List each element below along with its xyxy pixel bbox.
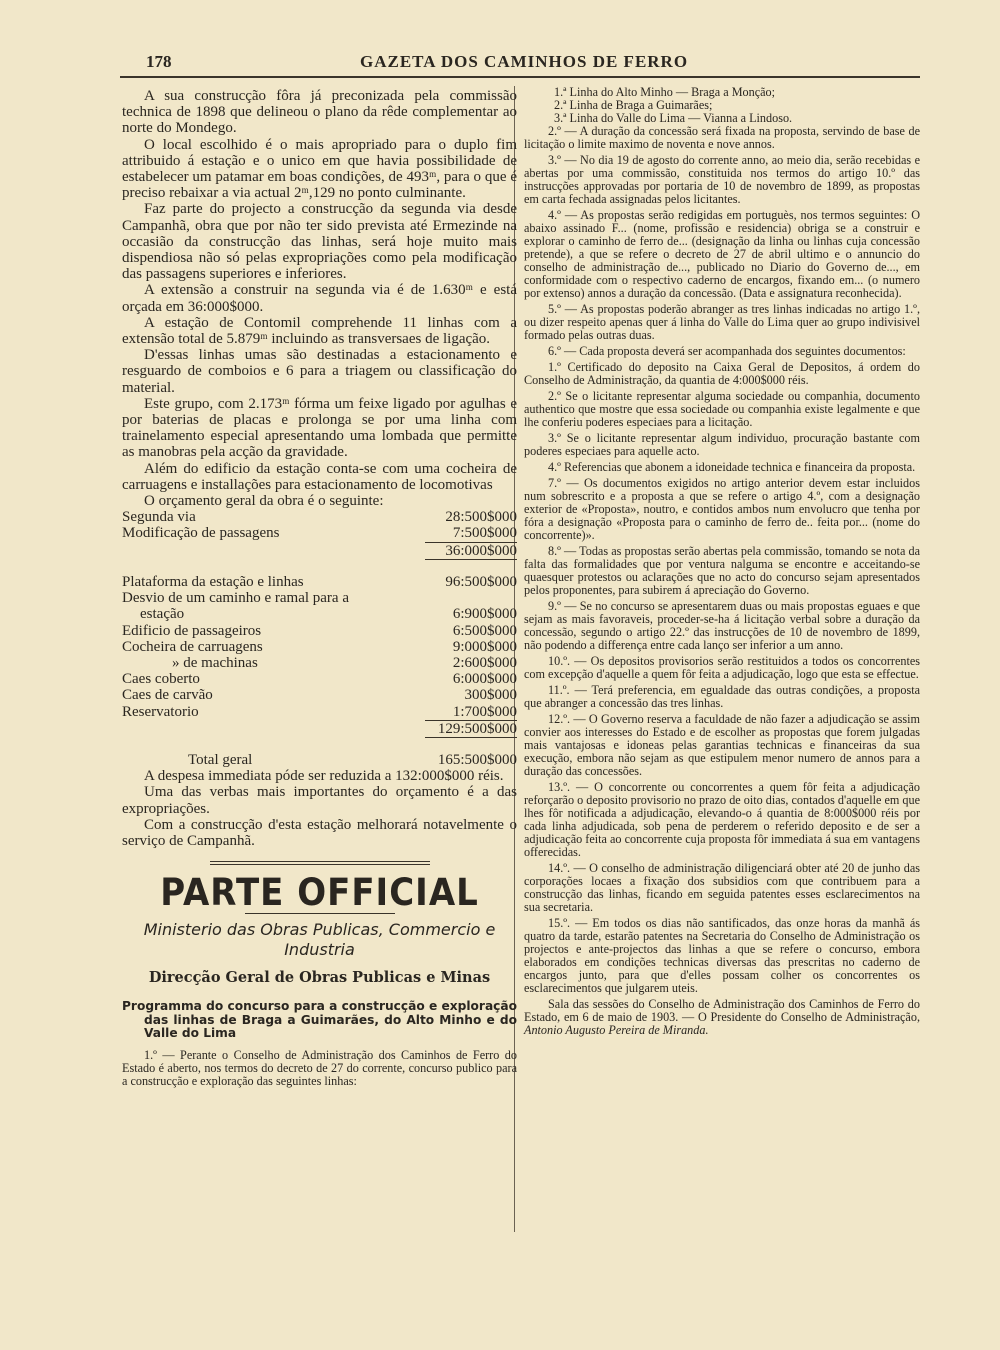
section-heading: PARTE OFFICIAL — [160, 871, 479, 916]
budget-row: Modificação de passagens 7:500$000 — [122, 525, 517, 542]
article: 2.º — A duração da concessão será fixada na proposta, servindo de base de licitação o limite maximo de noventa e nove annos. — [524, 124, 920, 151]
list-item: 3.ª Linha do Valle do Lima — Vianna a Lindoso. — [554, 111, 793, 125]
page-number: 178 — [146, 52, 172, 71]
paragraph: Além do edificio da estação conta-se com uma cocheira de carruagens e installações para estacionamento de locomotivas — [122, 460, 517, 493]
signature-block: Sala das sessões do Conselho de Administração dos Caminhos de Ferro do Estado, em 6 de maio de 1903. — O Presidente do Conselho de Administração, Antonio Augusto Pereira de Miranda. — [524, 997, 920, 1037]
page-header — [120, 50, 920, 78]
list-item: 1.ª Linha do Alto Minho — Braga a Monção; — [554, 85, 776, 99]
article: 12.º. — O Governo reserva a faculdade de não fazer a adjudicação se assim convier aos interesses do Estado e de escolher as propostas que forem julgadas mais vantajosas e idoneas pelas garantias technicas e financeiras da sua execução, embora não sejam as que estipulem menor numero de annos para a duração das concessões. — [524, 712, 920, 778]
budget-row: Reservatorio 1:700$000 — [122, 703, 517, 720]
article: 13.º. — O concorrente ou concorrentes a quem fôr feita a adjudicação reforçarão o deposito provisorio no prazo de oito dias, contados d'aquelle em que lhes fôr notificada a adjudicação, elevando-o á quantia de 8:000$000 réis por cada linha adjudicada, sob pena de perderem o referido deposito e de ser a adjudicação feita ao concorrente cuja proposta fôr immediata á sua em vantagens offerecidas. — [524, 780, 920, 859]
budget-row: Plataforma da estação e linhas 96:500$000 — [122, 573, 517, 590]
article: 14.º. — O conselho de administração diligenciará obter até 20 de junho das corporações locaes a fixação dos subsidios com que contribuem para a construcção das linhas, ficando em seguida patentes esses esclarecimentos na sua secretaria. — [524, 861, 920, 914]
budget-row: estação 6:900$000 — [140, 606, 517, 623]
signature-name: Antonio Augusto Pereira de Miranda. — [524, 1023, 709, 1037]
article: 1.º Certificado do deposito na Caixa Geral de Depositos, á ordem do Conselho de Administração, da quantia de 4:000$000 réis. — [524, 360, 920, 387]
left-column — [122, 88, 517, 1088]
budget-row: Caes coberto 6:000$000 — [122, 671, 517, 688]
article: 7.º — Os documentos exigidos no artigo anterior devem estar incluidos num sobrescrito e a proposta a que se refere o artigo 4.º, com a designação exterior de «Proposta», noutro, e contidos ambos num envolucro que tenha por fóra a designação «Proposta para o caminho de ferro de.. feita por... (nome do concorrente)». — [524, 476, 920, 542]
paragraph: A sua construcção fôra já preconizada pela commissão technica de 1898 que delineou o plano da rêde complementar ao norte do Mondego. — [122, 88, 517, 137]
programme-title: Programma do concurso para a construcção e exploração das linhas de Braga a Guimarães, do Alto Minho e do Valle do Lima — [122, 999, 517, 1041]
budget-row: Segunda via 28:500$000 — [122, 509, 517, 526]
paragraph: Uma das verbas mais importantes do orçamento é a das expropriações. — [122, 784, 517, 817]
article: 8.º — Todas as propostas serão abertas pela commissão, tomando se nota da falta das formalidades que por ventura nalguma se encontre e acceitando-se quaesquer protestos ou aclarações que no acto do concurso sejam apresentados pelos proponentes, para subirem á apreciação do Governo. — [524, 544, 920, 597]
paragraph: Faz parte do projecto a construcção da segunda via desde Campanhã, obra que por não ter sido prevista até Ermezinde na occasião da construcção das linhas, será hoje muito mais dispendiosa não só pelas expropriações como pela modificação das passagens superiores e inferiores. — [122, 201, 517, 283]
journal-title: GAZETA DOS CAMINHOS DE FERRO — [360, 52, 689, 71]
article: 5.º — As propostas poderão abranger as tres linhas indicadas no artigo 1.º, ou dizer respeito apenas quer á linha do Valle do Lima quer ao grupo indivisivel formado pelas outras duas. — [524, 302, 920, 342]
article: 2.º Se o licitante representar alguma sociedade ou companhia, documento authentico que mostre que essa sociedade ou companhia existe legalmente e que lhe conferiu poderes especiaes para a licitação. — [524, 389, 920, 429]
article-1: 1.º — Perante o Conselho de Administração dos Caminhos de Ferro do Estado é aberto, nos termos do decreto de 27 do corrente, concurso publico para a construcção e exploração das seguintes linhas: — [122, 1047, 517, 1088]
budget-row: Desvio de um caminho e ramal para a — [122, 590, 349, 607]
budget-row: Edificio de passageiros 6:500$000 — [122, 622, 517, 639]
budget-subtotal: 36:000$000 — [122, 542, 517, 560]
directorate-heading: Direcção Geral de Obras Publicas e Minas — [148, 969, 491, 987]
paragraph: D'essas linhas umas são destinadas a estacionamento e resguardo de comboios e 6 para a triagem ou classificação do material. — [122, 347, 517, 396]
article: 4.º Referencias que abonem a idoneidade technica e financeira da proposta. — [548, 460, 916, 474]
article: 4.º — As propostas serão redigidas em portuguès, nos termos seguintes: O abaixo assinado F... (nome, profissão e residencia) obriga se a construir e explorar o caminho de ferro de... (designação da linha ou linhas cuja concessão pretende), a que se refere o decreto de 27 de abril ultimo e o annuncio do conselho de administração de..., publicado no Diario do Governo de..., em conformidade com o respectivo caderno de encargos, fixando em... (o numero por extenso) annos a duração da concessão. (Data e assignatura reconhecida). — [524, 208, 920, 300]
right-column — [524, 86, 920, 1040]
article: 10.º. — Os depositos provisorios serão restituidos a todos os concorrentes com excepção d'aquelle a quem fôr feita a adjudicação, logo que esta se effectue. — [524, 654, 920, 681]
paragraph: Este grupo, com 2.173ᵐ fórma um feixe ligado por agulhas e por baterias de placas e prolonga se por uma linha com trainelamento especial apresentando uma lombada que permitte as manobras pela acção da gravidade. — [122, 395, 517, 461]
paragraph: O local escolhido é o mais apropriado para o duplo fim attribuido á estação e o unico em que havia possibilidade de estabelecer um patamar em boas condições, de 493ᵐ, para o que é preciso rebaixar a via actual 2ᵐ,129 no ponto culminante. — [122, 136, 517, 202]
article: 3.º Se o licitante representar algum individuo, procuração bastante com poderes especiaes para aquelle acto. — [524, 431, 920, 458]
paragraph: A estação de Contomil comprehende 11 linhas com a extensão total de 5.879ᵐ incluindo as transversaes de ligação. — [122, 314, 517, 348]
budget-row: Cocheira de carruagens 9:000$000 — [122, 638, 517, 655]
article: 9.º — Se no concurso se apresentarem duas ou mais propostas eguaes e que sejam as mais favoraveis, proceder-se-ha á licitação verbal sobre a duração da concessão, segundo o artigo 22.º das instrucções de 10 de novembro de 1899, não podendo a differença entre cada lanço ser inferior a um anno. — [524, 599, 920, 652]
budget-subtotal: 129:500$000 — [122, 720, 517, 738]
paragraph: A despesa immediata póde ser reduzida a 132:000$000 réis. — [144, 768, 504, 785]
section-rule — [210, 861, 430, 865]
ministry-heading: Ministerio das Obras Publicas, Commercio e Industria — [143, 920, 496, 960]
article: 6.º — Cada proposta deverá ser acompanhada dos seguintes documentos: — [548, 344, 906, 358]
article: 3.º — No dia 19 de agosto do corrente anno, ao meio dia, serão recebidas e abertas por uma commissão, constituida nos termos do artigo 10.º das instrucções approvadas por portaria de 10 de novembro de 1899, as propostas em carta fechada assignadas pelos licitantes. — [524, 153, 920, 206]
budget-total: Total geral 165:500$000 — [188, 751, 517, 768]
paragraph: A extensão a construir na segunda via é de 1.630ᵐ e está orçada em 36:000$000. — [122, 282, 517, 315]
budget-table — [122, 509, 517, 768]
list-item: 2.ª Linha de Braga a Guimarães; — [554, 98, 713, 112]
article: 11.º. — Terá preferencia, em egualdade das outras condições, a proposta que abranger a concessão das tres linhas. — [524, 683, 920, 710]
budget-row: Caes de carvão 300$000 — [122, 687, 517, 704]
budget-row: » de machinas 2:600$000 — [172, 654, 517, 671]
paragraph: Com a construcção d'esta estação melhorará notavelmente o serviço de Campanhã. — [122, 816, 517, 849]
paragraph: O orçamento geral da obra é o seguinte: — [144, 493, 384, 510]
article: 15.º. — Em todos os dias não santificados, das onze horas da manhã ás quatro da tarde, estarão patentes na Secretaria do Conselho de Administração os projectos e ante-projectos das linhas a que se refere o concurso, embora elaborados em condições technicas diversas das prescritas no caderno de encargos junto, para que d'elles possam colher os concorrentes os esclarecimentos que julgarem uteis. — [524, 916, 920, 995]
